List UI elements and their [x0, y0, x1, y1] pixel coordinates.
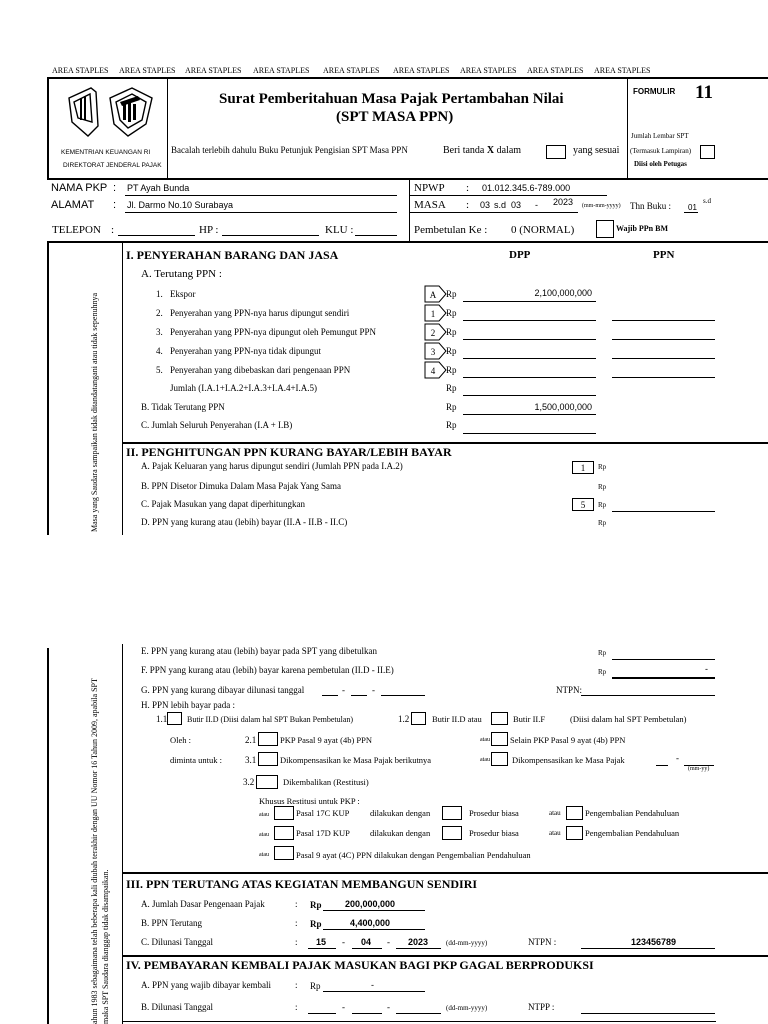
staple-label: AREA STAPLES	[185, 66, 242, 75]
staple-label: AREA STAPLES	[253, 66, 310, 75]
instruction-text: Bacalah terlebih dahulu Buku Petunjuk Pengisian SPT Masa PPN	[171, 145, 408, 155]
logo	[66, 82, 156, 142]
masa-label: MASA	[414, 199, 446, 211]
agency-name: KEMENTRIAN KEUANGAN RI	[61, 149, 151, 156]
section3-c-month[interactable]: 04	[361, 937, 372, 947]
tag-box: 1	[572, 461, 594, 474]
section1-item-no: 5.	[156, 365, 163, 375]
17c-pengembalian-checkbox[interactable]	[566, 806, 583, 820]
alamat-value[interactable]: Jl. Darmo No.10 Surabaya	[127, 200, 234, 210]
section3-ntpn-label: NTPN :	[528, 937, 557, 947]
jumlah-lembar-label: Jumlah Lembar SPT	[631, 132, 689, 140]
tag-pentagon	[424, 323, 448, 341]
pasal9-checkbox[interactable]	[274, 846, 294, 860]
masa-from[interactable]: 03	[480, 200, 491, 210]
side-note-bottom-1: ahun 1983 sebagaimana telah beberapa kali diubah terakhir dengan UU Nomor 16 Tahun 2009, apabila SPT	[90, 678, 99, 1024]
pasal17d-checkbox[interactable]	[274, 826, 294, 840]
section4-title: IV. PEMBAYARAN KEMBALI PAJAK MASUKAN BAGI PKP GAGAL BERPRODUKSI	[126, 958, 594, 972]
staple-label: AREA STAPLES	[52, 66, 109, 75]
h12-checkbox-d[interactable]	[411, 712, 426, 725]
tag-pentagon	[424, 342, 448, 360]
nama-pkp-value[interactable]: PT Ayah Bunda	[127, 183, 190, 193]
section1-item-label: Penyerahan yang PPN-nya dipungut oleh Pemungut PPN	[170, 327, 376, 337]
section1-a-label: A. Terutang PPN :	[141, 268, 222, 280]
staple-label: AREA STAPLES	[323, 66, 380, 75]
klu-label: KLU :	[325, 224, 354, 236]
termasuk-lampiran: (Termasuk Lampiran)	[630, 147, 692, 155]
section1-item-label: Ekspor	[170, 289, 196, 299]
section1-item-label: Penyerahan yang PPN-nya harus dipungut sendiri	[170, 308, 350, 318]
nama-pkp-label: NAMA PKP	[51, 182, 108, 194]
tag-pentagon-text: 4	[430, 366, 436, 376]
section2-f-value[interactable]: -	[705, 664, 708, 674]
section3-b-value[interactable]: 4,400,000	[350, 918, 391, 928]
wajib-ppnbm-checkbox[interactable]	[596, 220, 614, 238]
section1-c-label: C. Jumlah Seluruh Penyerahan (I.A + I.B)	[141, 420, 293, 430]
alamat-label: ALAMAT	[51, 199, 95, 211]
diisi-petugas: Diisi oleh Petugas	[634, 160, 687, 168]
h32-checkbox[interactable]	[256, 775, 278, 789]
agency-directorate: DIREKTORAT JENDERAL PAJAK	[63, 162, 162, 169]
col-ppn: PPN	[653, 249, 675, 261]
wajib-ppnbm-label: Wajib PPn BM	[616, 224, 669, 233]
section2-title: II. PENGHITUNGAN PPN KURANG BAYAR/LEBIH BAYAR	[126, 445, 452, 459]
pembetulan-label: Pembetulan Ke :	[414, 224, 488, 236]
masa-to[interactable]: 03	[511, 200, 522, 210]
section4-ntpp-label: NTPP :	[528, 1002, 555, 1012]
example-checkbox	[546, 145, 566, 159]
section3-c-day[interactable]: 15	[316, 937, 327, 947]
section1-item-no: 2.	[156, 308, 163, 318]
tag-pentagon-text: 1	[430, 309, 436, 319]
tag-pentagon-text: 3	[430, 347, 436, 357]
form-subtitle: (SPT MASA PPN)	[336, 109, 454, 125]
section1-b-label: B. Tidak Terutang PPN	[141, 402, 225, 412]
h21-alt-checkbox[interactable]	[491, 732, 508, 746]
staple-label: AREA STAPLES	[460, 66, 517, 75]
formulir-number: 11	[695, 82, 713, 103]
ntpn-label: NTPN:	[556, 685, 583, 695]
h11-checkbox[interactable]	[167, 712, 182, 725]
tag-pentagon-text: A	[429, 290, 437, 300]
section1-item-label: Penyerahan yang dibebaskan dari pengenaan PPN	[170, 365, 351, 375]
section1-item-no: 1.	[156, 289, 163, 299]
17d-pengembalian-checkbox[interactable]	[566, 826, 583, 840]
section1-item-dpp[interactable]: 2,100,000,000	[534, 288, 592, 298]
17c-prosedur-checkbox[interactable]	[442, 806, 462, 820]
form-title: Surat Pemberitahuan Masa Pajak Pertambahan Nilai	[219, 91, 564, 107]
section2-d-label: D. PPN yang kurang atau (lebih) bayar (II.A - II.B - II.C)	[141, 517, 348, 527]
pasal17c-checkbox[interactable]	[274, 806, 294, 820]
section3-title: III. PPN TERUTANG ATAS KEGIATAN MEMBANGUN SENDIRI	[126, 877, 478, 891]
npwp-value[interactable]: 01.012.345.6-789.000	[482, 183, 571, 193]
section4-b-label: B. Dilunasi Tanggal	[141, 1002, 213, 1012]
tag-pentagon	[424, 361, 448, 379]
side-note-bottom-2: maka SPT Saudara dianggap tidak disampaikan.	[101, 869, 110, 1024]
staple-label: AREA STAPLES	[594, 66, 651, 75]
section2-a-label: A. Pajak Keluaran yang harus dipungut sendiri (Jumlah PPN pada I.A.2)	[141, 461, 403, 471]
section3-c-year[interactable]: 2023	[408, 937, 429, 947]
h31-checkbox[interactable]	[258, 752, 278, 766]
section3-c-label: C. Dilunasi Tanggal	[141, 937, 213, 947]
tag-pentagon-text: 2	[430, 328, 436, 338]
tag-pentagon	[424, 304, 448, 322]
yang-sesuai: yang sesuai	[573, 145, 620, 156]
section3-a-label: A. Jumlah Dasar Pengenaan Pajak	[141, 899, 265, 909]
npwp-label: NPWP	[414, 182, 445, 194]
section2-e-label: E. PPN yang kurang atau (lebih) bayar pada SPT yang dibetulkan	[141, 646, 378, 656]
staple-label: AREA STAPLES	[393, 66, 450, 75]
formulir-label: FORMULIR	[633, 87, 676, 96]
17d-prosedur-checkbox[interactable]	[442, 826, 462, 840]
h31-alt-checkbox[interactable]	[491, 752, 508, 766]
col-dpp: DPP	[509, 249, 531, 261]
section3-ntpn-value[interactable]: 123456789	[631, 937, 677, 947]
section2-c-label: C. Pajak Masukan yang dapat diperhitungkan	[141, 499, 305, 509]
section1-title: I. PENYERAHAN BARANG DAN JASA	[126, 248, 339, 262]
h12-checkbox-f[interactable]	[491, 712, 508, 725]
tag-box: 5	[572, 498, 594, 511]
section4-a-value[interactable]: -	[371, 980, 374, 990]
section2-h-label: H. PPN lebih bayar pada :	[141, 700, 235, 710]
telepon-label: TELEPON	[52, 224, 101, 236]
section4-a-label: A. PPN yang wajib dibayar kembali	[141, 980, 271, 990]
jumlah-a-label: Jumlah (I.A.1+I.A.2+I.A.3+I.A.4+I.A.5)	[170, 383, 318, 393]
section1-item-label: Penyerahan yang PPN-nya tidak dipungut	[170, 346, 321, 356]
section2-f-label: F. PPN yang kurang atau (lebih) bayar karena pembetulan (II.D - II.E)	[141, 665, 394, 675]
thn-buku-value[interactable]: 01	[688, 203, 697, 212]
section2-b-label: B. PPN Disetor Dimuka Dalam Masa Pajak Yang Sama	[141, 481, 341, 491]
tag-pentagon	[424, 285, 448, 303]
mark-instruction: Beri tanda X dalam	[443, 145, 522, 156]
section2-g-label: G. PPN yang kurang dibayar dilunasi tanggal	[141, 685, 305, 695]
masa-year[interactable]: 2023	[553, 197, 574, 207]
hp-label: HP :	[199, 224, 219, 236]
section1-item-no: 4.	[156, 346, 163, 356]
jumlah-lembar-input[interactable]	[700, 145, 715, 159]
side-note-top: Masa yang Saudara sampaikan tidak ditandatangani atau tidak sepenuhnya	[90, 292, 99, 532]
pembetulan-value[interactable]: 0 (NORMAL)	[511, 224, 575, 236]
staple-label: AREA STAPLES	[527, 66, 584, 75]
section1-b-dpp[interactable]: 1,500,000,000	[534, 402, 592, 412]
h21-checkbox[interactable]	[258, 732, 278, 746]
section3-b-label: B. PPN Terutang	[141, 918, 202, 928]
section1-item-no: 3.	[156, 327, 163, 337]
staple-label: AREA STAPLES	[119, 66, 176, 75]
thn-buku-label: Thn Buku :	[630, 201, 672, 211]
section3-a-value[interactable]: 200,000,000	[345, 899, 396, 909]
